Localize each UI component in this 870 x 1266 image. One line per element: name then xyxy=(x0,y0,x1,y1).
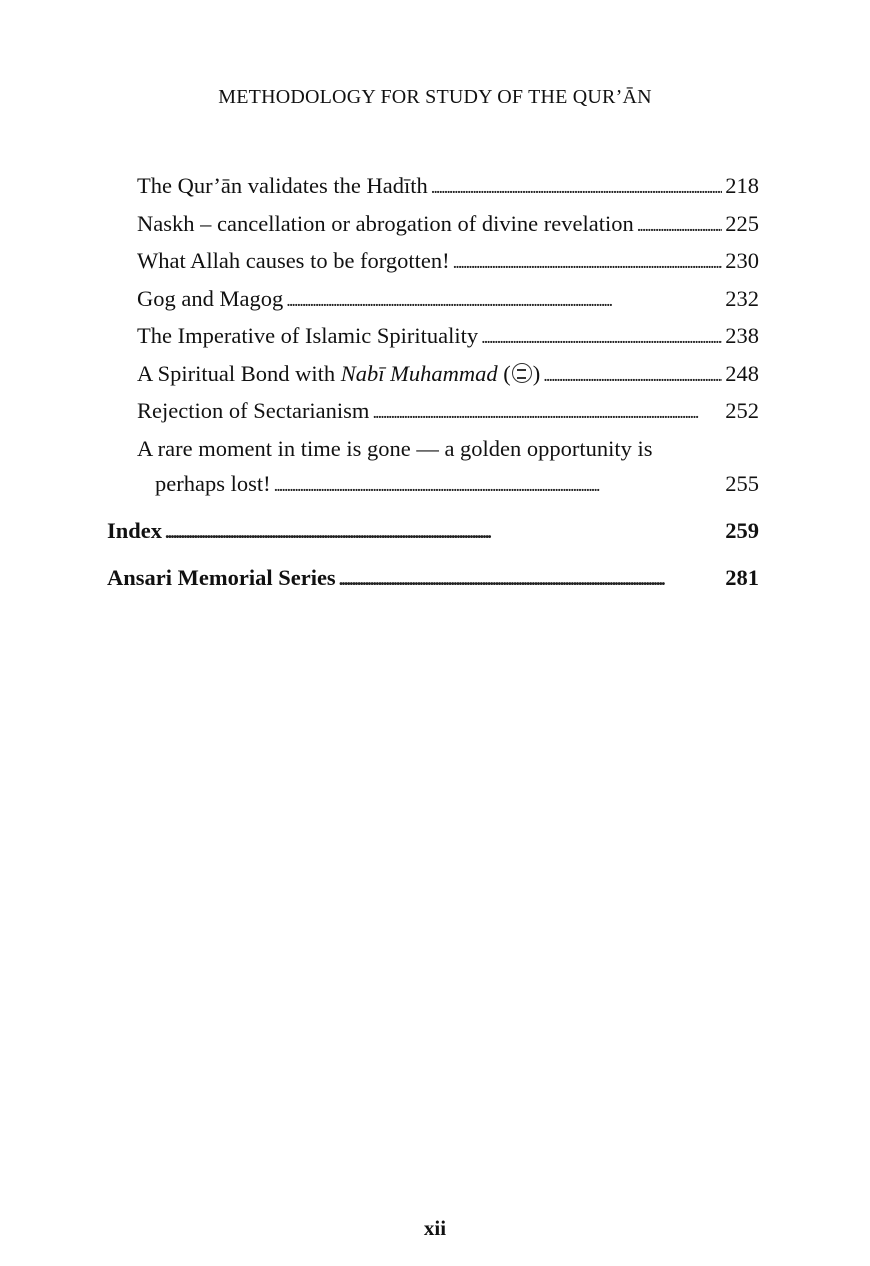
toc-entry-page: 259 xyxy=(725,517,759,543)
toc-entry[interactable] xyxy=(107,318,759,356)
toc-entry[interactable] xyxy=(107,393,759,431)
table-of-contents xyxy=(107,168,759,602)
toc-entry-page: 281 xyxy=(725,564,759,590)
toc-entry-page: 232 xyxy=(725,285,759,311)
toc-entry-title: Index xyxy=(107,517,163,543)
toc-entry-title xyxy=(137,356,540,392)
dot-leader xyxy=(481,318,722,356)
toc-main-entry-ansari-memorial-series[interactable] xyxy=(107,555,759,602)
dot-leader xyxy=(286,281,722,319)
toc-entry-line1[interactable] xyxy=(107,431,759,467)
toc-entry-title: Rejection of Sectarianism xyxy=(137,398,370,423)
toc-entry-page: 255 xyxy=(725,471,759,496)
toc-entry-title: A rare moment in time is gone — a golden opportunity is xyxy=(137,435,653,461)
dot-leader xyxy=(453,243,723,281)
toc-entry-page: 252 xyxy=(725,398,759,423)
toc-entry-title: Naskh – cancellation or abrogation of divine revelation xyxy=(137,210,634,236)
toc-entry-line2[interactable] xyxy=(107,466,759,504)
dot-leader xyxy=(339,555,723,602)
dot-leader xyxy=(431,168,723,206)
running-head: METHODOLOGY FOR STUDY OF THE QUR’ĀN xyxy=(218,86,652,108)
toc-entry[interactable] xyxy=(107,356,759,394)
toc-title-close: ) xyxy=(532,360,541,386)
toc-entry-title-continued: perhaps lost! xyxy=(155,471,271,496)
toc-entry[interactable] xyxy=(107,168,759,206)
toc-title-prefix: A Spiritual Bond with xyxy=(137,360,341,386)
honorific-seal-icon xyxy=(512,363,532,383)
dot-leader xyxy=(543,356,722,394)
toc-title-open: ( xyxy=(497,360,511,386)
dot-leader xyxy=(165,508,722,555)
toc-entry-page: 248 xyxy=(725,360,759,386)
toc-entry-page: 218 xyxy=(725,173,759,198)
toc-entry[interactable] xyxy=(107,206,759,244)
toc-main-entry-index[interactable] xyxy=(107,508,759,555)
toc-entry-page: 238 xyxy=(725,323,759,348)
dot-leader xyxy=(372,393,722,431)
toc-entry-title: The Qur’ān validates the Hadīth xyxy=(137,173,428,198)
dot-leader xyxy=(637,206,723,244)
toc-entry[interactable] xyxy=(107,281,759,319)
toc-entry[interactable] xyxy=(107,243,759,281)
toc-title-italic: Nabī Muhammad xyxy=(340,360,498,386)
toc-entry-title: Gog and Magog xyxy=(137,285,284,311)
toc-entry-title: What Allah causes to be forgotten! xyxy=(137,248,450,273)
toc-entry-page: 225 xyxy=(725,210,759,236)
dot-leader xyxy=(274,466,723,504)
toc-entry-page: 230 xyxy=(725,248,759,273)
toc-entry-title: Ansari Memorial Series xyxy=(107,564,336,590)
page-number: xii xyxy=(423,1216,447,1240)
toc-entry-title: The Imperative of Islamic Spirituality xyxy=(137,323,479,348)
